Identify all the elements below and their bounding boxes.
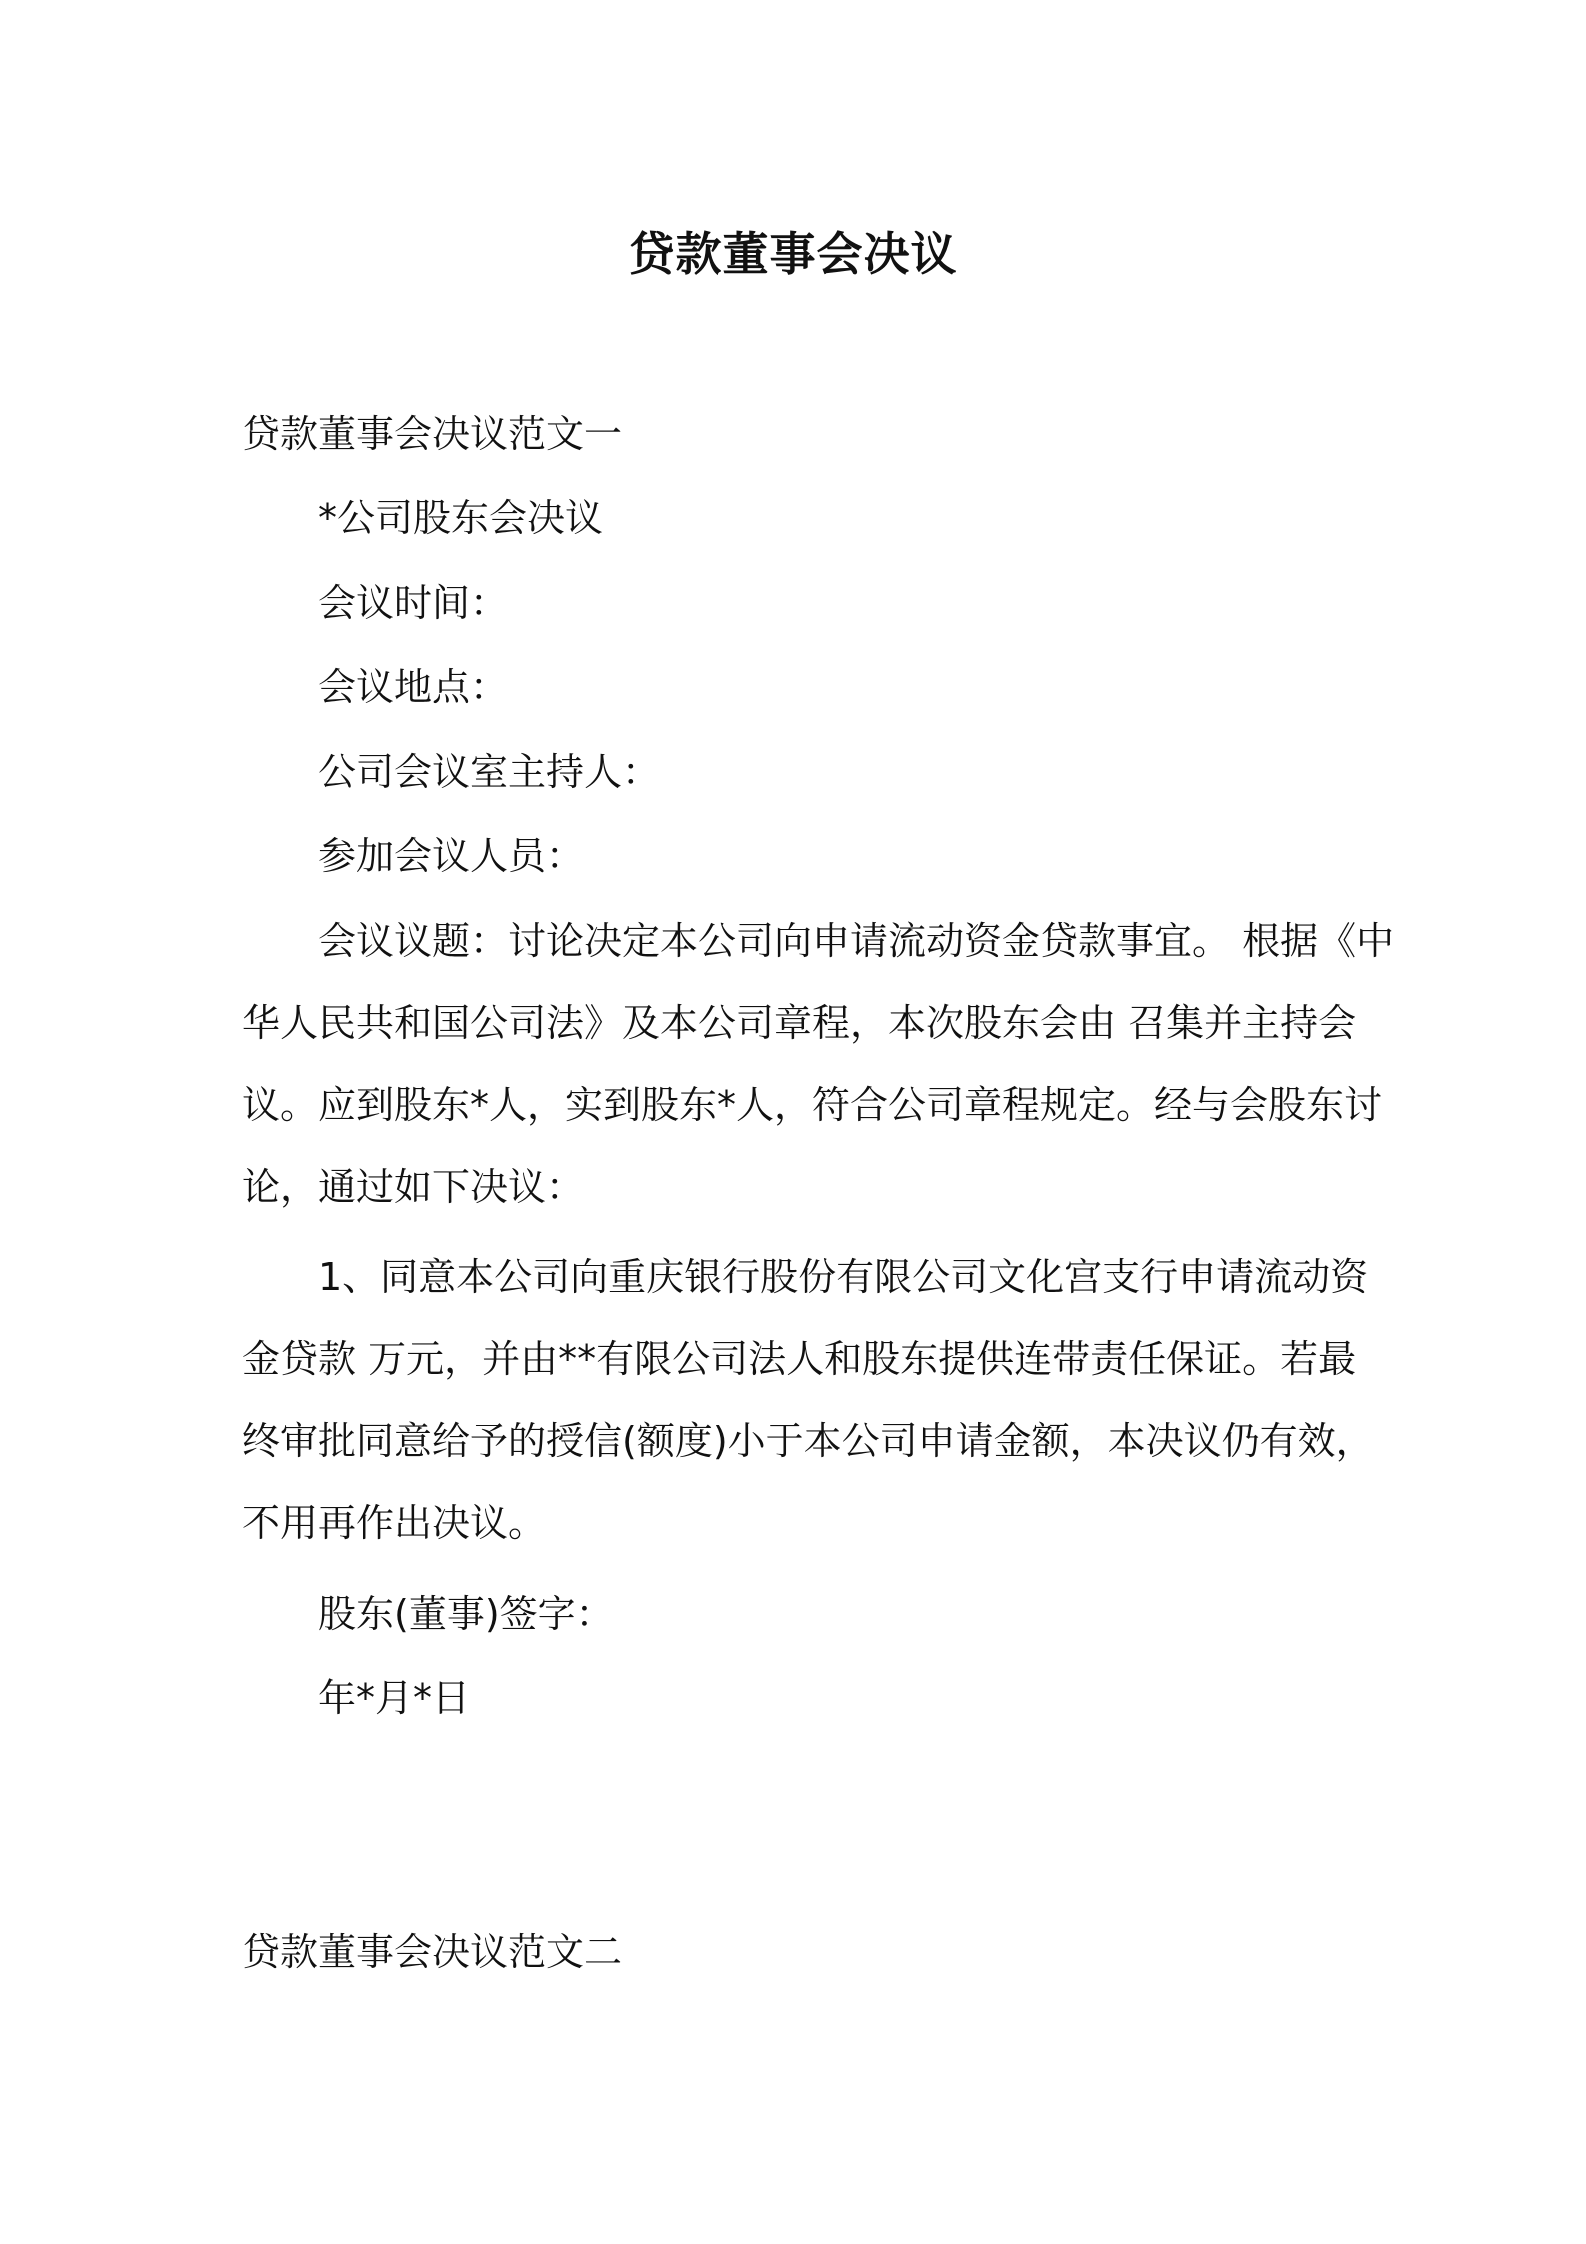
meeting-time-label: 会议时间：	[318, 581, 509, 625]
attendees-label: 参加会议人员：	[318, 834, 585, 878]
topic-line: 论，通过如下决议：	[242, 1165, 585, 1209]
meeting-place-label: 会议地点：	[318, 665, 509, 709]
topic-line: 会议议题：讨论决定本公司向申请流动资金贷款事宜。 根据《中	[318, 919, 1395, 963]
resolution-item-line: 1、同意本公司向重庆银行股份有限公司文化宫支行申请流动资	[318, 1255, 1369, 1299]
host-label: 公司会议室主持人：	[318, 750, 661, 794]
resolution-item-paragraph	[242, 1236, 1374, 1564]
topic-line: 议。应到股东*人，实到股东*人，符合公司章程规定。经与会股东讨	[242, 1083, 1383, 1127]
resolution-name: *公司股东会决议	[318, 496, 604, 540]
resolution-item-line: 金贷款 万元，并由**有限公司法人和股东提供连带责任保证。若最	[242, 1337, 1357, 1381]
section2-heading: 贷款董事会决议范文二	[242, 1930, 623, 1974]
resolution-item-line: 不用再作出决议。	[242, 1501, 547, 1545]
topic-line: 华人民共和国公司法》及本公司章程，本次股东会由 召集并主持会	[242, 1001, 1357, 1045]
section1-heading: 贷款董事会决议范文一	[242, 412, 623, 456]
document-title: 贷款董事会决议	[628, 227, 958, 281]
signature-label: 股东(董事)签字：	[318, 1592, 614, 1636]
resolution-item-line: 终审批同意给予的授信(额度)小于本公司申请金额，本决议仍有效，	[242, 1419, 1374, 1463]
date-line: 年*月*日	[318, 1676, 471, 1720]
topic-paragraph	[242, 900, 1395, 1228]
